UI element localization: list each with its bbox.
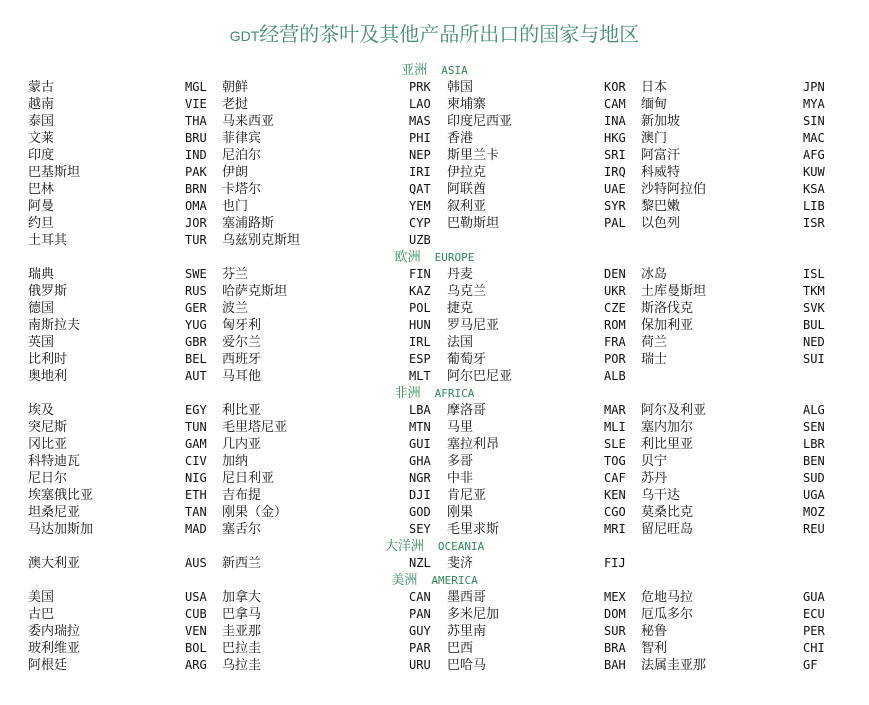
country-name: 厄瓜多尔 [641, 607, 694, 622]
country-name: 尼日利亚 [222, 471, 275, 486]
country-code: CAM [604, 97, 626, 111]
country-name: 德国 [28, 301, 55, 316]
country-code: CUB [185, 607, 207, 621]
country-name: 沙特阿拉伯 [641, 182, 707, 197]
country-code: BUL [803, 318, 825, 332]
country-name: 丹麦 [447, 267, 474, 282]
country-name: 危地马拉 [641, 590, 694, 605]
country-name: 科特迪瓦 [28, 454, 81, 469]
country-code: GBR [185, 335, 207, 349]
country-code: BOL [185, 641, 207, 655]
country-code: TOG [604, 454, 626, 468]
country-code: CZE [604, 301, 626, 315]
country-code: NGR [409, 471, 431, 485]
country-code: ISL [803, 267, 825, 281]
country-name: 加纳 [222, 454, 249, 469]
country-name: 印度尼西亚 [447, 114, 513, 129]
country-name: 越南 [28, 97, 55, 112]
country-name: 埃及 [28, 403, 55, 418]
country-name: 土库曼斯坦 [641, 284, 707, 299]
country-code: OMA [185, 199, 207, 213]
country-name: 瑞典 [28, 267, 55, 282]
country-code: SLE [604, 437, 626, 451]
country-code: CGO [604, 505, 626, 519]
country-code: GER [185, 301, 207, 315]
country-code: DJI [409, 488, 431, 502]
country-name: 马达加斯加 [28, 522, 94, 537]
country-name: 利比亚 [222, 403, 262, 418]
country-name: 新加坡 [641, 114, 681, 129]
country-name: 冈比亚 [28, 437, 68, 452]
country-code: NEP [409, 148, 431, 162]
country-name: 尼日尔 [28, 471, 68, 486]
country-name: 坦桑尼亚 [28, 505, 81, 520]
region-name-zh: 美洲 [391, 573, 418, 588]
country-code: MAC [803, 131, 825, 145]
country-code: PAR [409, 641, 431, 655]
country-name: 斯里兰卡 [447, 148, 500, 163]
country-code: TUN [185, 420, 207, 434]
country-name: 乌克兰 [447, 284, 487, 299]
country-name: 比利时 [28, 352, 68, 367]
country-name: 巴拿马 [222, 607, 262, 622]
country-code: GUY [409, 624, 431, 638]
country-code: LAO [409, 97, 431, 111]
country-name: 圭亚那 [222, 624, 262, 639]
country-name: 秘鲁 [641, 624, 668, 639]
country-code: AUS [185, 556, 207, 570]
country-code: IND [185, 148, 207, 162]
country-name: 爱尔兰 [222, 335, 262, 350]
country-name: 智利 [641, 641, 668, 656]
country-code: MEX [604, 590, 626, 604]
country-name: 澳大利亚 [28, 556, 81, 571]
country-name: 日本 [641, 80, 668, 95]
country-name: 罗马尼亚 [447, 318, 500, 333]
country-code: MAS [409, 114, 431, 128]
country-name: 莫桑比克 [641, 505, 694, 520]
country-name: 以色列 [641, 216, 681, 231]
country-code: ESP [409, 352, 431, 366]
country-name: 塞内加尔 [641, 420, 694, 435]
country-name: 马耳他 [222, 369, 262, 384]
country-name: 南斯拉夫 [28, 318, 81, 333]
region-name-en: OCEANIA [437, 540, 485, 553]
country-code: AUT [185, 369, 207, 383]
country-name: 捷克 [447, 301, 474, 316]
country-name: 巴勒斯坦 [447, 216, 500, 231]
country-code: MLT [409, 369, 431, 383]
country-name: 法国 [447, 335, 474, 350]
country-code: MLI [604, 420, 626, 434]
country-name: 尼泊尔 [222, 148, 262, 163]
country-name: 古巴 [28, 607, 55, 622]
country-name: 冰岛 [641, 267, 668, 282]
country-code: GHA [409, 454, 431, 468]
country-name: 朝鲜 [222, 80, 249, 95]
country-code: IRQ [604, 165, 626, 179]
country-code: YUG [185, 318, 207, 332]
country-code: SVK [803, 301, 825, 315]
country-code: PAK [185, 165, 207, 179]
country-code: SEY [409, 522, 431, 536]
country-name: 蒙古 [28, 80, 55, 95]
country-name: 阿联酋 [447, 182, 487, 197]
country-code: BEL [185, 352, 207, 366]
country-name: 芬兰 [222, 267, 249, 282]
country-name: 荷兰 [641, 335, 668, 350]
country-name: 多哥 [447, 454, 474, 469]
country-name: 葡萄牙 [447, 352, 487, 367]
country-code: FIJ [604, 556, 626, 570]
country-name: 巴基斯坦 [28, 165, 81, 180]
country-code: UKR [604, 284, 626, 298]
region-name-zh: 亚洲 [401, 63, 428, 78]
country-code: GUA [803, 590, 825, 604]
country-name: 埃塞俄比亚 [28, 488, 94, 503]
country-code: UGA [803, 488, 825, 502]
country-code: URU [409, 658, 431, 672]
country-code: BAH [604, 658, 626, 672]
country-code: QAT [409, 182, 431, 196]
country-code: NED [803, 335, 825, 349]
region-name-zh: 大洋洲 [384, 539, 424, 554]
country-code: ISR [803, 216, 825, 230]
country-name: 巴林 [28, 182, 55, 197]
country-name: 澳门 [641, 131, 668, 146]
country-name: 黎巴嫩 [641, 199, 681, 214]
country-name: 委内瑞拉 [28, 624, 81, 639]
country-code: IRL [409, 335, 431, 349]
country-name: 马里 [447, 420, 474, 435]
country-code: SUI [803, 352, 825, 366]
country-name: 墨西哥 [447, 590, 487, 605]
country-code: LBR [803, 437, 825, 451]
country-code: VEN [185, 624, 207, 638]
region-heading [0, 539, 869, 555]
country-code: SEN [803, 420, 825, 434]
country-name: 刚果（金） [222, 505, 288, 520]
country-code: HUN [409, 318, 431, 332]
country-name: 巴拉圭 [222, 641, 262, 656]
country-code: BRN [185, 182, 207, 196]
country-code: SRI [604, 148, 626, 162]
country-name: 香港 [447, 131, 474, 146]
country-name: 韩国 [447, 80, 474, 95]
country-name: 刚果 [447, 505, 474, 520]
country-code: FIN [409, 267, 431, 281]
country-code: UAE [604, 182, 626, 196]
country-name: 中非 [447, 471, 474, 486]
country-code: GOD [409, 505, 431, 519]
region-name-en: EUROPE [434, 251, 475, 264]
country-code: ECU [803, 607, 825, 621]
country-code: RUS [185, 284, 207, 298]
country-code: PAL [604, 216, 626, 230]
country-code: SYR [604, 199, 626, 213]
country-name: 哈萨克斯坦 [222, 284, 288, 299]
country-name: 约旦 [28, 216, 55, 231]
country-code: JPN [803, 80, 825, 94]
country-code: MYA [803, 97, 825, 111]
region-heading [0, 63, 869, 79]
country-name: 伊拉克 [447, 165, 487, 180]
country-code: ROM [604, 318, 626, 332]
country-code: TUR [185, 233, 207, 247]
country-name: 老挝 [222, 97, 249, 112]
country-name: 泰国 [28, 114, 55, 129]
country-name: 留尼旺岛 [641, 522, 694, 537]
country-code: PAN [409, 607, 431, 621]
country-name: 乌拉圭 [222, 658, 262, 673]
country-name: 美国 [28, 590, 55, 605]
country-code: SWE [185, 267, 207, 281]
country-name: 阿尔巴尼亚 [447, 369, 513, 384]
country-code: KSA [803, 182, 825, 196]
country-code: REU [803, 522, 825, 536]
country-name: 保加利亚 [641, 318, 694, 333]
country-name: 俄罗斯 [28, 284, 68, 299]
country-name: 文莱 [28, 131, 55, 146]
country-code: SUD [803, 471, 825, 485]
country-name: 叙利亚 [447, 199, 487, 214]
country-name: 阿曼 [28, 199, 55, 214]
country-code: HKG [604, 131, 626, 145]
country-code: MRI [604, 522, 626, 536]
country-code: BRA [604, 641, 626, 655]
country-name: 科威特 [641, 165, 681, 180]
country-code: VIE [185, 97, 207, 111]
country-code: CAN [409, 590, 431, 604]
country-code: PRK [409, 80, 431, 94]
country-name: 瑞士 [641, 352, 668, 367]
country-code: BRU [185, 131, 207, 145]
country-name: 苏丹 [641, 471, 668, 486]
country-code: PER [803, 624, 825, 638]
country-name: 伊朗 [222, 165, 249, 180]
country-name: 英国 [28, 335, 55, 350]
country-code: NIG [185, 471, 207, 485]
region-name-zh: 非洲 [394, 386, 421, 401]
country-code: EGY [185, 403, 207, 417]
country-name: 苏里南 [447, 624, 487, 639]
country-name: 摩洛哥 [447, 403, 487, 418]
country-name: 几内亚 [222, 437, 262, 452]
country-code: MOZ [803, 505, 825, 519]
country-code: LBA [409, 403, 431, 417]
country-code: CHI [803, 641, 825, 655]
country-code: INA [604, 114, 626, 128]
country-code: BEN [803, 454, 825, 468]
country-name: 新西兰 [222, 556, 262, 571]
country-name: 西班牙 [222, 352, 262, 367]
country-code: KOR [604, 80, 626, 94]
country-code: SUR [604, 624, 626, 638]
title-prefix: GDT [229, 28, 260, 44]
country-name: 塞浦路斯 [222, 216, 275, 231]
country-code: GUI [409, 437, 431, 451]
country-name: 也门 [222, 199, 249, 214]
country-code: GF [803, 658, 818, 672]
country-code: POL [409, 301, 431, 315]
country-name: 匈牙利 [222, 318, 262, 333]
country-code: KUW [803, 165, 825, 179]
country-name: 波兰 [222, 301, 249, 316]
country-code: SIN [803, 114, 825, 128]
country-code: CAF [604, 471, 626, 485]
country-code: IRI [409, 165, 431, 179]
country-name: 阿根廷 [28, 658, 68, 673]
country-name: 乌兹别克斯坦 [222, 233, 301, 248]
country-name: 突尼斯 [28, 420, 68, 435]
country-name: 阿富汗 [641, 148, 681, 163]
country-code: THA [185, 114, 207, 128]
country-name: 塞舌尔 [222, 522, 262, 537]
country-name: 法属圭亚那 [641, 658, 707, 673]
country-code: GAM [185, 437, 207, 451]
country-code: DOM [604, 607, 626, 621]
country-code: KAZ [409, 284, 431, 298]
region-name-en: AFRICA [434, 387, 475, 400]
country-name: 马来西亚 [222, 114, 275, 129]
country-name: 利比里亚 [641, 437, 694, 452]
country-name: 加拿大 [222, 590, 262, 605]
country-code: NZL [409, 556, 431, 570]
country-name: 塞拉利昂 [447, 437, 500, 452]
country-code: USA [185, 590, 207, 604]
country-name: 毛里求斯 [447, 522, 500, 537]
country-name: 斯洛伐克 [641, 301, 694, 316]
region-name-en: ASIA [441, 64, 468, 77]
country-code: ALB [604, 369, 626, 383]
country-name: 巴西 [447, 641, 474, 656]
page-title [0, 18, 869, 47]
country-code: YEM [409, 199, 431, 213]
country-code: CIV [185, 454, 207, 468]
country-name: 贝宁 [641, 454, 668, 469]
region-heading [0, 573, 869, 589]
country-code: JOR [185, 216, 207, 230]
country-name: 印度 [28, 148, 55, 163]
region-name-zh: 欧洲 [394, 250, 421, 265]
country-name: 玻利维亚 [28, 641, 81, 656]
region-heading [0, 250, 869, 266]
country-code: MAD [185, 522, 207, 536]
country-code: TKM [803, 284, 825, 298]
country-code: POR [604, 352, 626, 366]
country-name: 多米尼加 [447, 607, 500, 622]
country-name: 菲律宾 [222, 131, 262, 146]
country-code: MAR [604, 403, 626, 417]
country-code: PHI [409, 131, 431, 145]
country-code: TAN [185, 505, 207, 519]
country-code: AFG [803, 148, 825, 162]
country-name: 奥地利 [28, 369, 68, 384]
country-name: 巴哈马 [447, 658, 487, 673]
country-code: FRA [604, 335, 626, 349]
country-name: 肯尼亚 [447, 488, 487, 503]
country-name: 缅甸 [641, 97, 668, 112]
title-main: 经营的茶叶及其他产品所出口的国家与地区 [259, 22, 640, 46]
country-code: DEN [604, 267, 626, 281]
country-name: 土耳其 [28, 233, 68, 248]
country-code: CYP [409, 216, 431, 230]
country-name: 斐济 [447, 556, 474, 571]
region-name-en: AMERICA [431, 574, 478, 587]
country-name: 毛里塔尼亚 [222, 420, 288, 435]
country-code: LIB [803, 199, 825, 213]
country-code: ALG [803, 403, 825, 417]
country-name: 阿尔及利亚 [641, 403, 707, 418]
country-code: UZB [409, 233, 431, 247]
country-name: 卡塔尔 [222, 182, 262, 197]
country-code: KEN [604, 488, 626, 502]
country-code: ARG [185, 658, 207, 672]
country-name: 柬埔寨 [447, 97, 487, 112]
country-code: MTN [409, 420, 431, 434]
country-name: 吉布提 [222, 488, 262, 503]
region-heading [0, 386, 869, 402]
country-code: MGL [185, 80, 207, 94]
country-code: ETH [185, 488, 207, 502]
country-name: 乌干达 [641, 488, 681, 503]
